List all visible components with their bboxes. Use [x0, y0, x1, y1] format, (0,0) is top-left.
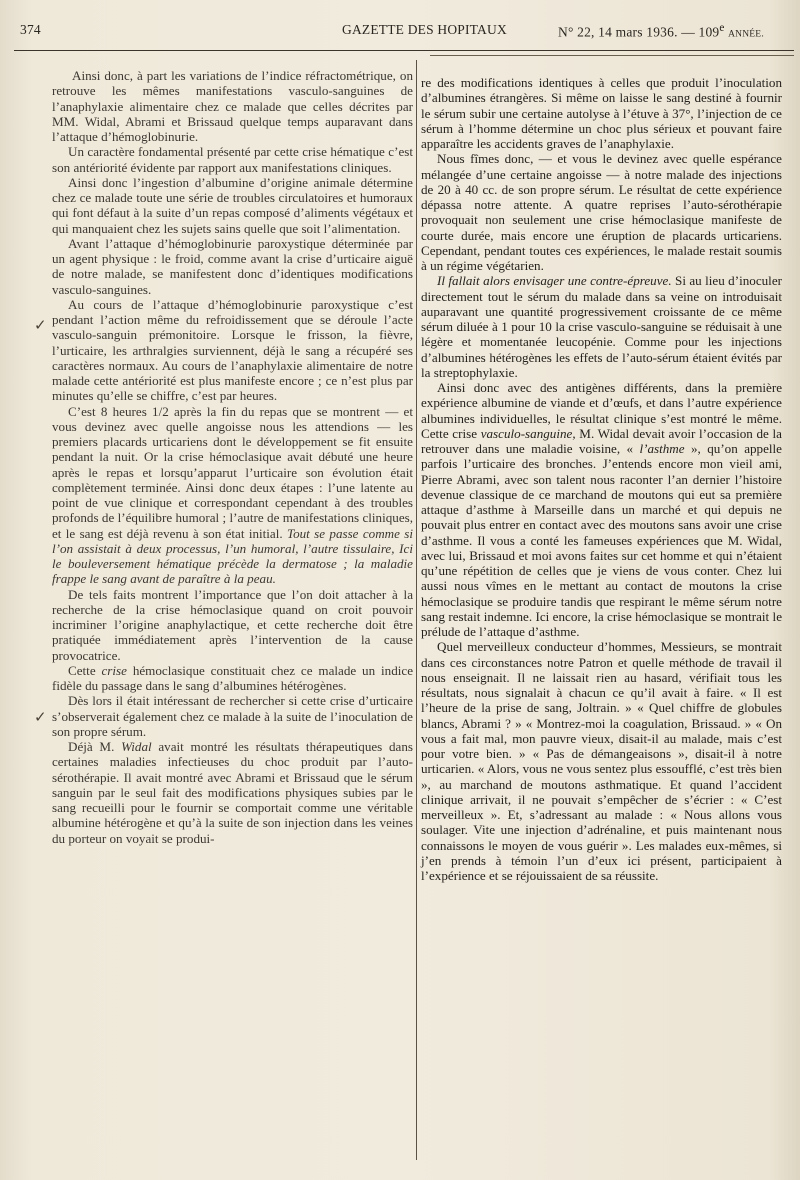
italic-phrase: vasculo-sanguine, [480, 425, 576, 441]
page-number: 374 [20, 22, 41, 37]
paragraph-text: Cette [68, 662, 102, 678]
issue-year-word: ANNÉE. [728, 29, 764, 40]
paragraph-text: », qu’on appelle parfois l’urticaire des bronches. J’entends encore mon vieil ami, Pierre Abrami, avec son talent nous raconter l’an dernier l’histoire devenue classique de ce marchand de moutons qui eut sa première attaque d’asthme à Marseille dans un marché et qui depuis ne pouvait plus entrer en contact avec des moutons sans avoir une crise d’asthme. Il vous a conté les fameuses expériences que M. Widal, avec lui, Brissaud et moi avons faites sur cet homme et qui n’étaient qu’une répétition de celles que je viens de vous conter. Chez lui aussi nous vîmes en le mettant au contact de moutons la crise hémoclasique se produire tandis que respirant le même sérum notre sang restait indemne. Ici encore, la crise hémoclasique se montrait le prélude de l’attaque d’asthme. [421, 441, 782, 639]
italic-passage: Il fallait alors envisager une contre-épreuve. [437, 273, 672, 289]
page-header [0, 22, 800, 46]
column-divider [416, 60, 417, 1160]
paragraph [52, 739, 413, 846]
paragraph-text: C’est 8 heures 1/2 après la fin du repas que se montrent — et vous devinez avec quelle angoisse nous les attendions — les premiers placards urticariens dont le développement se fit ensuite pendant la nuit. Or la crise hémoclasique avait débuté une heure après le repas et lorsqu’apparut l’urticaire son évolution était complètement terminée. Ainsi donc deux étapes : l’une latente au point de vue clinique et correspondant cependant à des troubles profonds de l’équilibre humoral ; l’autre de manifestations cliniques, et le sang est déjà revenu à son état initial. [52, 403, 413, 541]
paragraph: Ainsi donc l’ingestion d’albumine d’origine animale détermine chez ce malade toute une série de troubles circulatoires et humoraux qui font défaut à la suite d’un repas composé d’aliments végétaux et qui manquaient chez les sujets sains quelle que soit l’alimentation. [52, 174, 413, 236]
left-column [52, 68, 413, 846]
italic-name: Widal [121, 739, 152, 754]
header-rule-thin [430, 55, 794, 56]
issue-main: N° 22, 14 mars 1936. — 109 [558, 24, 720, 40]
italic-word: l’asthme [639, 441, 685, 456]
paragraph-text: M. Widal devait avoir l’occasion de la retrouver dans une maladie voisine, « [421, 425, 782, 456]
paragraph: De tels faits montrent l’importance que l’on doit attacher à la recherche de la crise hémoclasique quand on croit pouvoir incriminer l’origine anaphylactique, et cette recherche doit être pratiquée immédiatement après l’intervention de la cause provocatrice. [52, 586, 413, 663]
italic-passage: Tout se passe comme si l’on assistait à deux processus, l’un humoral, l’autre tissulaire, Ici le bouleversement hématique précède la dermatose ; la maladie frappe le sang avant de paraître à la peau. [52, 525, 413, 587]
paragraph: re des modifications identiques à celles que produit l’inoculation d’albumines étrangères. Si même on laisse le sang destiné à fournir le sérum subir une certaine autolyse à l’étuve à 37°, l’injection de ce sérum à l’homme détermine un choc plus sérieux et pouvant faire apparaître les accidents graves de l’anaphylaxie. [421, 75, 782, 151]
paragraph: Au cours de l’attaque d’hémoglobinurie paroxystique c’est pendant l’action même du refroidissement que se déroule l’acte vasculo-sanguin prémonitoire. Lorsque le frisson, la fièvre, l’urticaire, les arthralgies surviennent, déjà le sang a récupéré ses caractères normaux. Au cours de l’anaphylaxie alimentaire de notre malade cette antériorité est plus manifeste encore ; ce n’est plus par minutes qu’elle se chiffre, c’est par heures. [52, 296, 413, 404]
paragraph [421, 273, 782, 380]
paragraph: Dès lors il était intéressant de rechercher si cette crise d’urticaire s’observerait également chez ce malade à la suite de l’inoculation de son propre sérum. [52, 693, 413, 739]
paragraph: Nous fîmes donc, — et vous le devinez avec quelle espérance mélangée d’une certaine angoisse — à notre malade des injections de 20 à 40 cc. de son propre sérum. Le résultat de cette expérience dépassa notre attente. A quatre reprises l’auto-sérothérapie provoquait non seulement une crise hémoclasique manifeste de courte durée, mais encore une éruption de placards urticariens. Cependant, pendant toutes ces expériences, le malade restait soumis à un régime végétarien. [421, 151, 782, 273]
paragraph-text: hémoclasique constituait chez ce malade un indice fidèle du passage dans le sang d’albumines hétérogènes. [52, 662, 414, 693]
paragraph: Ainsi donc, à part les variations de l’indice réfractométrique, on retrouve les mêmes manifestations vasculo-sanguines de l’anaphylaxie alimentaire chez ce malade que celles décrites par MM. Widal, Abrami et Brissaud quelque temps auparavant dans l’attaque d’hémoglobinurie. [52, 68, 413, 144]
issue-sup: e [719, 22, 725, 34]
journal-title: GAZETTE DES HOPITAUX [342, 22, 507, 37]
paragraph-text: Si au lieu d’inoculer directement tout le sérum du malade dans sa veine on introduisait auparavant une quantité progressivement croissante de ce même sérum diluée à 1 pour 10 la crise vasculo-sanguine se réduisait à une légère et momentanée leucopénie. Comme pour les injections d’albumines hétérogènes les effets de l’auto-sérum étaient évités par la streptophylaxie. [421, 273, 782, 380]
italic-word: crise [101, 662, 127, 678]
right-column [421, 75, 782, 883]
paragraph-text: avait montré les résultats thérapeutiques dans certaines maladies infectieuses du choc produit par l’auto-sérothérapie. Il avait montré avec Abrami et Brissaud que le sérum sanguin par le seul fait des modifications physiques subies par le sang recueilli pour le fournir se comportait comme une véritable albumine hétérogène et qu’à la suite de son injection dans les veines du porteur on voyait se produi- [52, 739, 413, 846]
header-rule [14, 50, 794, 51]
paragraph-text: Ainsi donc avec des antigènes différents, dans la première expérience albumine de viande et d’œufs, et dans l’autre expérience albumines individuelles, le résultat clinique s’est montré le même. Cette crise [421, 380, 782, 441]
paragraph-text: Déjà M. [68, 739, 122, 754]
paragraph [52, 404, 413, 587]
paragraph [421, 380, 782, 639]
paragraph: Un caractère fondamental présenté par cette crise hématique c’est son antériorité évidente par rapport aux manifestations cliniques. [52, 144, 413, 175]
issue-info [558, 22, 764, 41]
margin-check-mark: ✓ [34, 318, 47, 334]
margin-check-mark: ✓ [34, 710, 47, 726]
paragraph [52, 663, 413, 694]
paragraph: Quel merveilleux conducteur d’hommes, Messieurs, se montrait dans ces circonstances notre Patron et quelle méthode de travail il nous enseignait. Il ne laissait rien au hasard, vérifiait tous les résultats, nous signalait à chacun ce qu’il avait à faire. « Il est l’heure de la prise de sang, Joltrain. » « Quel chiffre de globules blancs, Abrami ? » « Montrez-moi la coagulation, Brissaud. » « On vous a fait mal, mon pauvre vieux, disait-il au malade, mais c’est pour votre bien. » « Pas de démangeaisons », disait-il à notre urticarien. « Alors, vous ne vous sentez plus essoufflé, c’est très bien », au marchand de moutons asthmatique. Et quand l’accident clinique arrivait, il ne pouvait s’empêcher de s’écrier : « C’est merveilleux ». Et, s’adressant au malade : « Nous allons vous soulager. Vite une injection d’adrénaline, et puis maintenant nous connaissons le moyen de vous guérir ». Les malades eux-mêmes, si j’en prends à témoin l’un d’eux ici présent, participaient à l’expérience et se réjouissaient de sa réussite. [421, 639, 782, 883]
paragraph: Avant l’attaque d’hémoglobinurie paroxystique déterminée par un agent physique : le froid, comme avant la crise d’urticaire aiguë de notre malade, se manifestent donc d’identiques modifications vasculo-sanguines. [52, 235, 413, 297]
